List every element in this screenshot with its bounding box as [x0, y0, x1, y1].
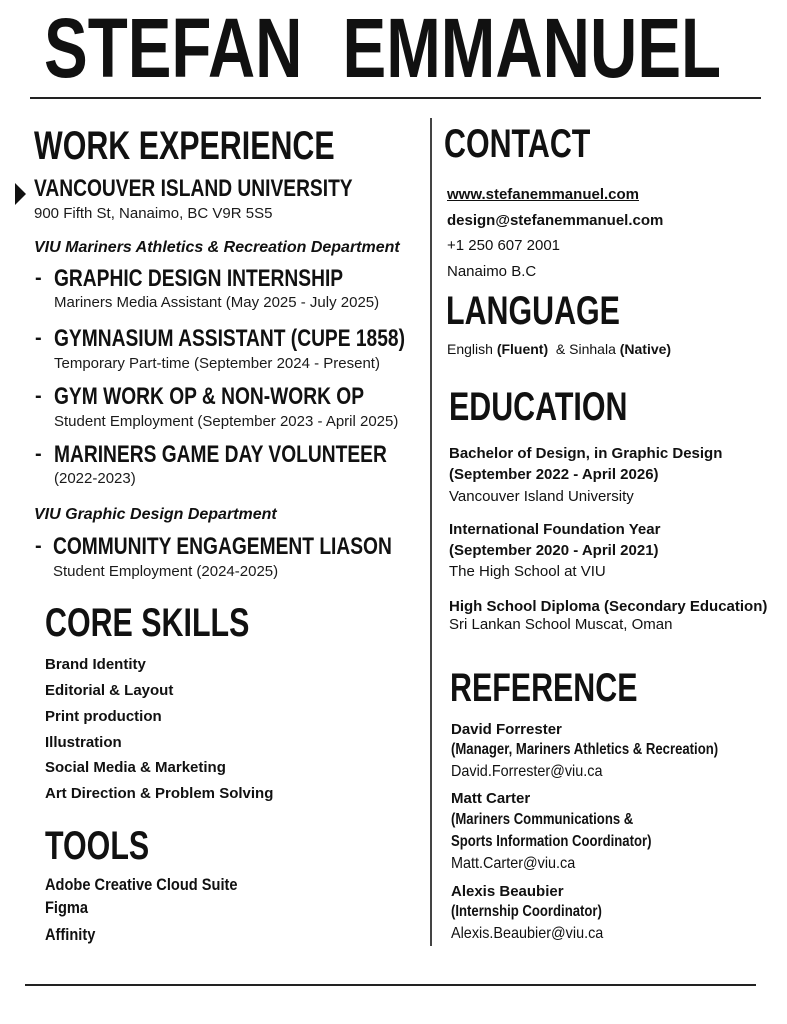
tools-heading: TOOLS	[45, 824, 150, 868]
role-detail: (2022-2023)	[54, 470, 136, 487]
website-link[interactable]: www.stefanemmanuel.com	[447, 186, 639, 203]
education-school: Vancouver Island University	[449, 488, 634, 505]
dash-bullet: -	[35, 443, 42, 465]
role-detail: Student Employment (2024-2025)	[53, 563, 279, 580]
education-degree: High School Diploma (Secondary Education)	[449, 598, 768, 615]
education-degree: International Foundation Year	[449, 521, 661, 538]
education-heading: EDUCATION	[449, 385, 628, 429]
reference-name: David Forrester	[451, 721, 562, 738]
phone-number: +1 250 607 2001	[447, 237, 561, 254]
employer-address: 900 Fifth St, Nanaimo, BC V9R 5S5	[34, 205, 273, 222]
dash-bullet: -	[35, 267, 42, 289]
resume-name-heading: STEFAN EMMANUEL	[44, 1, 722, 95]
role-detail: Mariners Media Assistant (May 2025 - July 2025)	[54, 294, 380, 311]
work-experience-heading: WORK EXPERIENCE	[34, 124, 335, 168]
language-heading: LANGUAGE	[446, 289, 620, 333]
language-line	[447, 341, 671, 357]
dash-bullet: -	[35, 385, 42, 407]
skill-item: Art Direction & Problem Solving	[45, 785, 274, 802]
core-skills-heading: CORE SKILLS	[45, 601, 250, 645]
role-title: GYM WORK OP & NON-WORK OP	[54, 383, 365, 410]
language-joiner: & Sinhala	[548, 341, 616, 357]
role-detail: Student Employment (September 2023 - April 2025)	[54, 413, 399, 430]
employer-name: VANCOUVER ISLAND UNIVERSITY	[34, 175, 353, 202]
tool-item: Figma	[45, 898, 89, 917]
skill-item: Illustration	[45, 734, 122, 751]
bottom-divider	[25, 984, 756, 986]
reference-role: (Manager, Mariners Athletics & Recreation)	[451, 741, 719, 758]
skill-item: Brand Identity	[45, 656, 146, 673]
reference-email[interactable]: Alexis.Beaubier@viu.ca	[451, 925, 604, 942]
reference-heading: REFERENCE	[450, 666, 638, 710]
role-title: MARINERS GAME DAY VOLUNTEER	[54, 441, 387, 468]
language-english-level: (Fluent)	[496, 341, 549, 357]
language-sinhala-level: (Native)	[619, 341, 672, 357]
education-school: Sri Lankan School Muscat, Oman	[449, 616, 673, 633]
location: Nanaimo B.C	[447, 263, 537, 280]
column-divider	[430, 118, 432, 946]
email-link[interactable]: design@stefanemmanuel.com	[447, 212, 664, 229]
reference-role: Sports Information Coordinator)	[451, 833, 652, 850]
tool-item: Adobe Creative Cloud Suite	[45, 875, 238, 894]
top-divider	[30, 97, 761, 99]
reference-role: (Mariners Communications &	[451, 811, 634, 828]
role-title: COMMUNITY ENGAGEMENT LIASON	[53, 533, 392, 560]
role-title: GYMNASIUM ASSISTANT (CUPE 1858)	[54, 325, 405, 352]
reference-email[interactable]: Matt.Carter@viu.ca	[451, 855, 576, 872]
education-dates: (September 2022 - April 2026)	[449, 466, 659, 483]
dash-bullet: -	[35, 327, 42, 349]
dash-bullet: -	[35, 535, 42, 557]
reference-email[interactable]: David.Forrester@viu.ca	[451, 763, 603, 780]
skill-item: Print production	[45, 708, 162, 725]
language-english: English	[447, 341, 493, 357]
tool-item: Affinity	[45, 925, 96, 944]
reference-name: Matt Carter	[451, 790, 531, 807]
skill-item: Social Media & Marketing	[45, 759, 226, 776]
triangle-bullet-icon	[15, 183, 26, 205]
contact-heading: CONTACT	[444, 122, 591, 166]
role-title: GRAPHIC DESIGN INTERNSHIP	[54, 265, 344, 292]
education-school: The High School at VIU	[449, 563, 606, 580]
skill-item: Editorial & Layout	[45, 682, 174, 699]
department-name: VIU Graphic Design Department	[34, 506, 277, 523]
education-degree: Bachelor of Design, in Graphic Design	[449, 445, 723, 462]
department-name: VIU Mariners Athletics & Recreation Department	[34, 239, 400, 256]
reference-name: Alexis Beaubier	[451, 883, 564, 900]
reference-role: (Internship Coordinator)	[451, 903, 602, 920]
education-dates: (September 2020 - April 2021)	[449, 542, 659, 559]
role-detail: Temporary Part-time (September 2024 - Present)	[54, 355, 380, 372]
